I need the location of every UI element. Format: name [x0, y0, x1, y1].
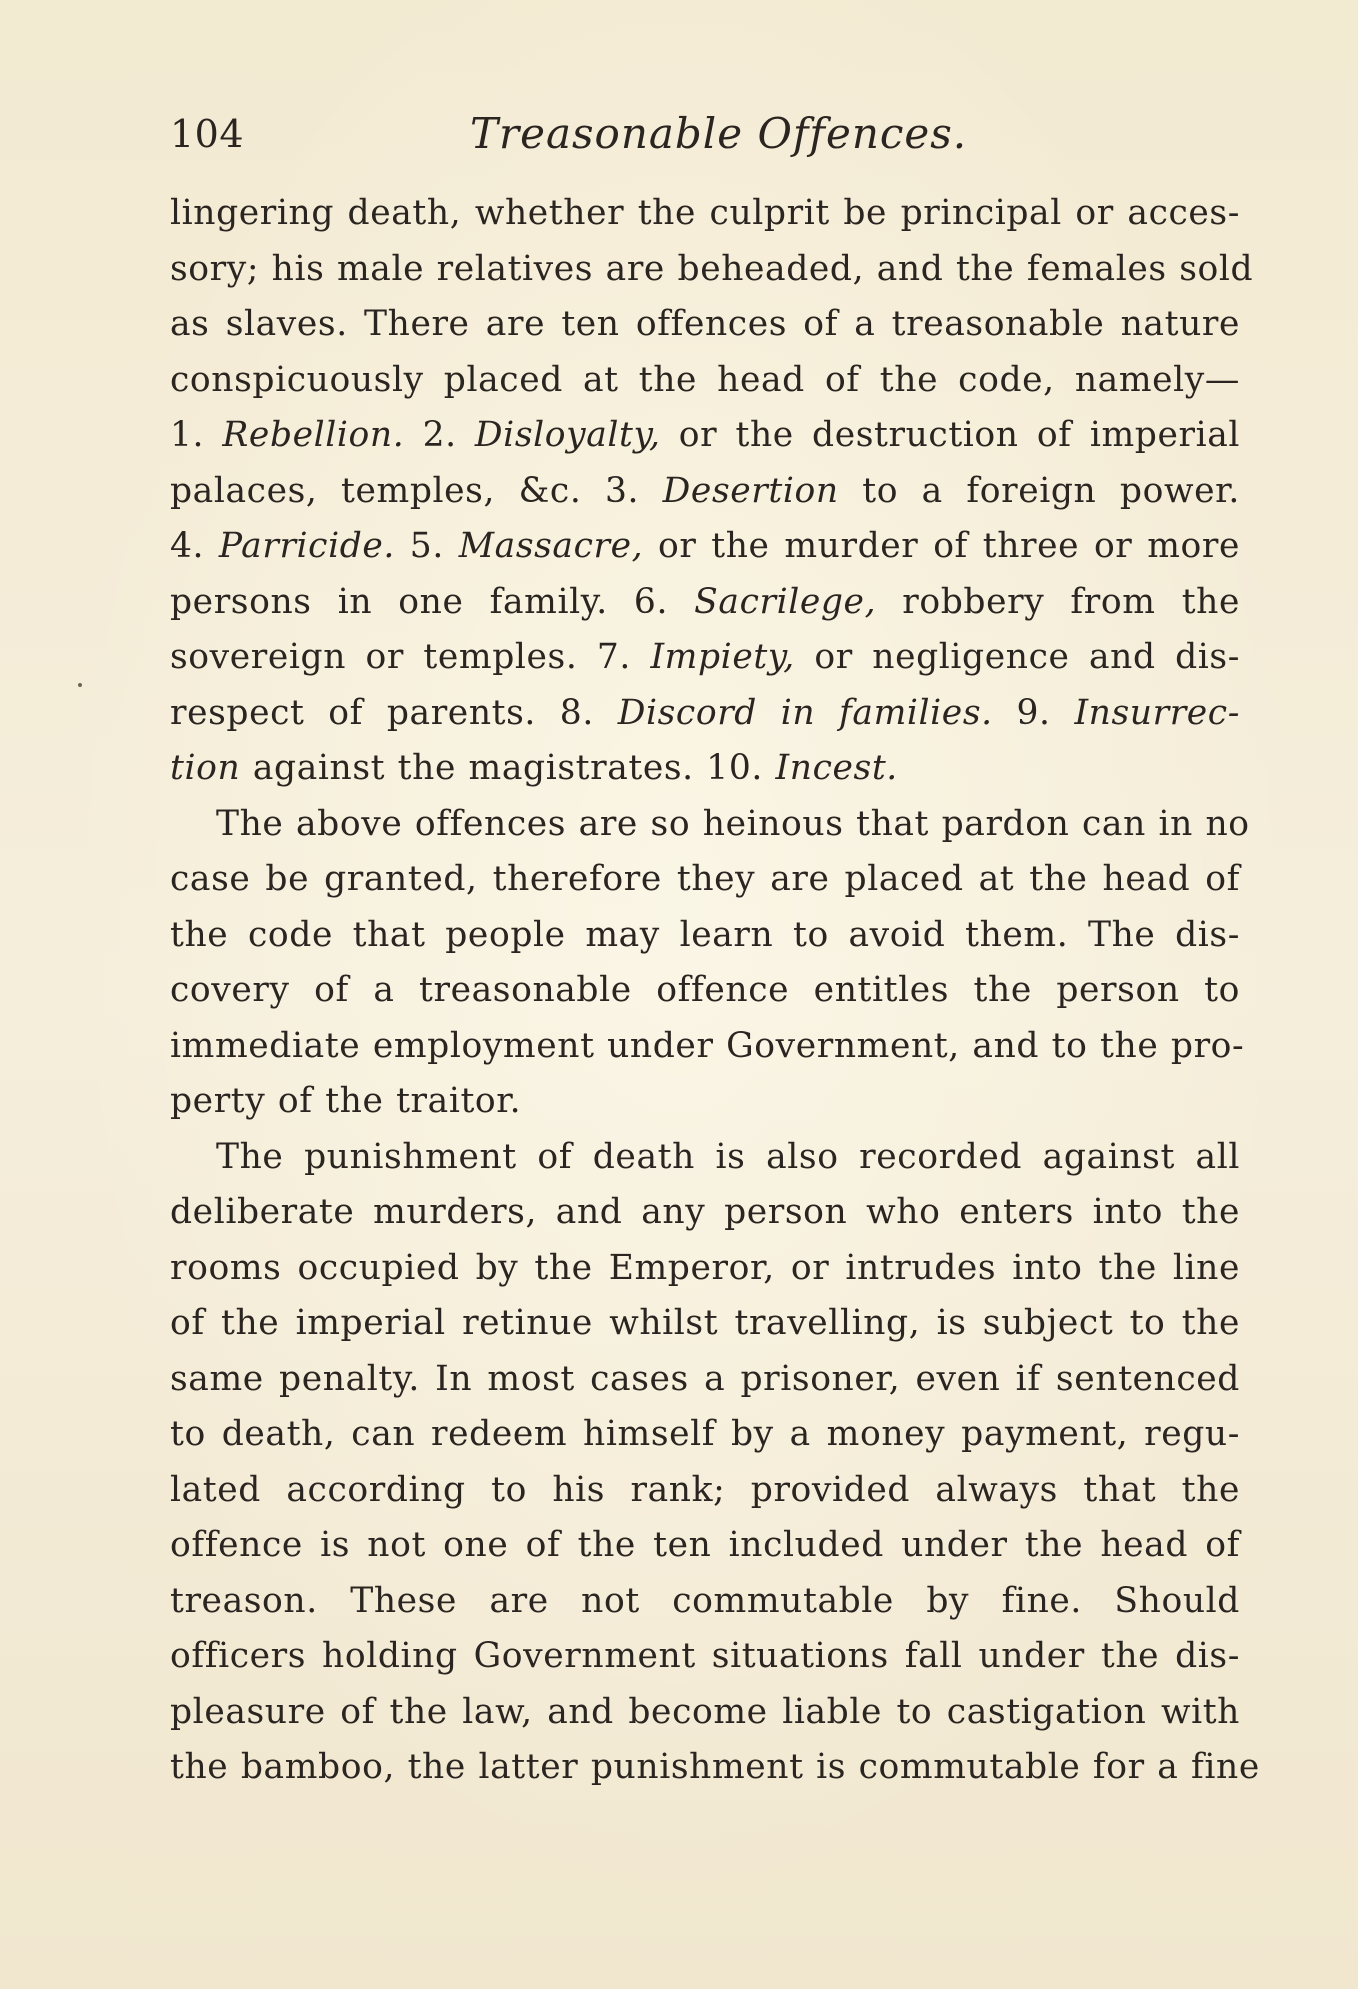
body-text — [170, 186, 1260, 1796]
italic-term: Insurrec- — [1074, 692, 1240, 733]
italic-term: Impiety, — [650, 637, 795, 677]
text-segment: palaces, temples, &c. 3. — [170, 470, 663, 511]
text-line: The punishment of death is also recorded against all — [216, 1136, 1240, 1177]
text-segment: respect of parents. 8. — [170, 692, 618, 733]
text-segment: 5. — [395, 526, 459, 566]
text-segment: 1. — [170, 415, 223, 455]
text-line: officers holding Government situations fall under the dis- — [170, 1636, 1240, 1676]
margin-speck — [78, 683, 82, 687]
text-segment: or negligence and dis- — [794, 637, 1240, 677]
text-line — [170, 575, 1240, 631]
text-line: conspicuously placed at the head of the code, namely— — [170, 359, 1240, 400]
italic-term: Sacrilege, — [694, 581, 877, 622]
text-line — [170, 408, 1240, 464]
running-title: Treasonable Offences. — [470, 109, 968, 158]
text-line: the bamboo, the latter punishment is commutable for a fine — [170, 1747, 1260, 1787]
text-line: The above offences are so heinous that pardon can in no — [216, 803, 1250, 844]
text-segment: 2. — [404, 415, 475, 455]
text-line: immediate employment under Government, and to the pro- — [170, 1025, 1245, 1066]
text-line: the code that people may learn to avoid them. The dis- — [170, 914, 1240, 955]
text-line: treason. These are not commutable by fine. Should — [170, 1580, 1240, 1621]
italic-term: Desertion — [662, 470, 839, 511]
text-line: of the imperial retinue whilst travelling, is subject to the — [170, 1303, 1240, 1343]
italic-term: Disloyalty, — [474, 415, 661, 455]
text-segment: against the magistrates. 10. — [240, 748, 776, 788]
text-line: as slaves. There are ten offences of a treasonable nature — [170, 304, 1240, 344]
text-segment: to a foreign power. — [838, 470, 1240, 511]
italic-term: Parricide. — [218, 526, 395, 566]
text-segment: or the murder of three or more — [643, 526, 1240, 566]
italic-term: Rebellion. — [222, 415, 405, 455]
italic-term: Discord in families. — [617, 692, 993, 733]
text-line: offence is not one of the ten included under the head of — [170, 1525, 1240, 1565]
text-line: case be granted, therefore they are placed at the head of — [170, 859, 1240, 899]
text-line — [170, 519, 1240, 575]
text-line — [170, 630, 1240, 686]
text-line: rooms occupied by the Emperor, or intrudes into the line — [170, 1247, 1240, 1288]
text-segment: robbery from the — [876, 581, 1240, 622]
text-line — [170, 741, 1240, 797]
page-header — [170, 104, 1240, 164]
italic-term: Massacre, — [458, 526, 644, 566]
text-segment: 9. — [992, 692, 1075, 733]
text-line: perty of the traitor. — [170, 1081, 522, 1121]
text-line: deliberate murders, and any person who enters into the — [170, 1192, 1240, 1232]
text-line: pleasure of the law, and become liable to castigation with — [170, 1691, 1240, 1732]
italic-term: Incest. — [775, 748, 898, 788]
text-line: lated according to his rank; provided always that the — [170, 1469, 1240, 1510]
text-line: to death, can redeem himself by a money payment, regu- — [170, 1414, 1240, 1454]
text-line: sory; his male relatives are beheaded, and the females sold — [170, 248, 1254, 289]
text-line: lingering death, whether the culprit be principal or acces- — [170, 193, 1240, 233]
text-line — [170, 686, 1240, 742]
text-line: same penalty. In most cases a prisoner, even if sentenced — [170, 1358, 1240, 1399]
text-segment: 4. — [170, 526, 219, 566]
text-segment: sovereign or temples. 7. — [170, 637, 651, 677]
italic-term: tion — [170, 748, 241, 788]
text-line — [170, 464, 1240, 520]
text-line: covery of a treasonable offence entitles the person to — [170, 970, 1240, 1010]
page-number: 104 — [170, 112, 245, 156]
text-segment: persons in one family. 6. — [170, 581, 695, 622]
text-segment: or the destruction of imperial — [660, 415, 1241, 455]
